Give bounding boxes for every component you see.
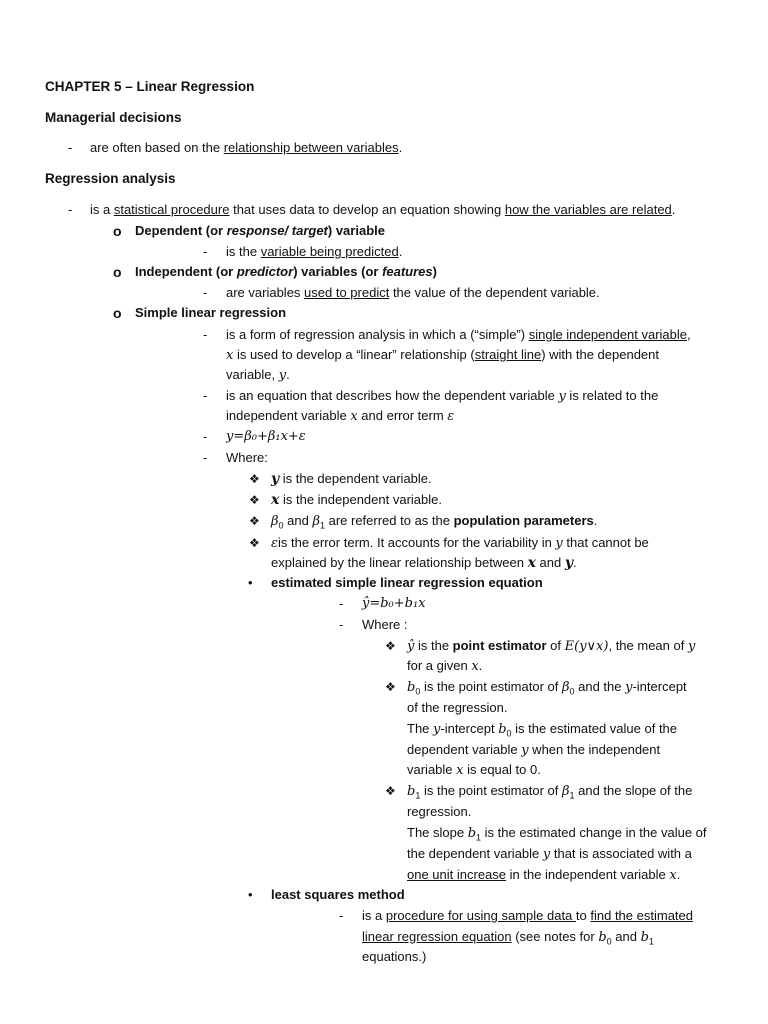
dash-marker: - — [203, 388, 208, 403]
where-item-eps-line1: εis the error term. It accounts for the variability in y that cannot be — [271, 535, 649, 551]
est-item3-line4: the dependent variable y that is associated with a — [407, 846, 692, 862]
circle-marker: o — [113, 264, 122, 280]
where-item-eps-line2: explained by the linear relationship between x and y. — [271, 555, 577, 571]
where-label: Where: — [226, 450, 268, 465]
least-squares-line1: is a procedure for using sample data to find the estimated — [362, 908, 693, 923]
dependent-label: Dependent (or response/ target) variable — [135, 223, 385, 238]
dash-marker: - — [68, 140, 73, 155]
est-item1-line2: for a given x. — [407, 658, 483, 674]
diamond-bullet-icon: ❖ — [249, 536, 260, 550]
estimated-equation: ŷ=b₀+b₁x — [362, 596, 426, 611]
est-item3-line3: The slope $b_1$ is the estimated change in the value of — [407, 825, 707, 843]
diamond-bullet-icon: ❖ — [249, 472, 260, 486]
est-item2-line3: The y-intercept $b_0$ is the estimated value of the — [407, 721, 678, 739]
diamond-bullet-icon: ❖ — [385, 784, 396, 798]
estimated-where: Where : — [362, 617, 408, 632]
where-item-y: y is the dependent variable. — [271, 471, 432, 487]
bullet-marker: • — [248, 575, 253, 590]
diamond-bullet-icon: ❖ — [249, 514, 260, 528]
dash-marker: - — [68, 202, 73, 217]
simple-desc1-line3: variable, y. — [226, 367, 290, 383]
where-item-x: x is the independent variable. — [271, 492, 442, 508]
est-item3-line5: one unit increase in the independent variable x. — [407, 867, 681, 883]
estimated-label: estimated simple linear regression equation — [271, 575, 543, 590]
dash-marker: - — [203, 327, 208, 342]
regression-item: is a statistical procedure that uses data to develop an equation showing how the variables are related. — [90, 202, 676, 217]
bullet-marker: • — [248, 887, 253, 902]
dash-marker: - — [203, 244, 208, 259]
least-squares-line3: equations.) — [362, 949, 427, 964]
est-item2-line5: variable x is equal to 0. — [407, 762, 541, 778]
est-item1-line1: ŷ is the point estimator of E(y∨x), the mean of y — [407, 638, 696, 654]
dash-marker: - — [339, 596, 344, 611]
managerial-heading: Managerial decisions — [45, 110, 182, 125]
simple-equation: y=β₀+β₁x+ε — [226, 429, 306, 444]
est-item2-line2: of the regression. — [407, 700, 508, 715]
est-item2-line4: dependent variable y when the independent — [407, 742, 661, 758]
circle-marker: o — [113, 305, 122, 321]
simple-desc2-line1: is an equation that describes how the dependent variable y is related to the — [226, 388, 659, 404]
dash-marker: - — [339, 617, 344, 632]
dash-marker: - — [203, 429, 208, 444]
independent-label: Independent (or predictor) variables (or features) — [135, 264, 437, 279]
dash-marker: - — [339, 908, 344, 923]
diamond-bullet-icon: ❖ — [249, 493, 260, 507]
dash-marker: - — [203, 450, 208, 465]
dash-marker: - — [203, 285, 208, 300]
est-item3-line1: $b_1$ is the point estimator of $\beta_1$ and the slope of the — [407, 783, 693, 801]
simple-desc1-line1: is a form of regression analysis in which a (“simple”) single independent variable, — [226, 327, 691, 342]
circle-marker: o — [113, 223, 122, 239]
independent-desc: are variables used to predict the value of the dependent variable. — [226, 285, 600, 300]
managerial-item: are often based on the relationship between variables. — [90, 140, 403, 155]
least-squares-label: least squares method — [271, 887, 405, 902]
simple-desc2-line2: independent variable x and error term ε — [226, 408, 455, 424]
simple-label: Simple linear regression — [135, 305, 287, 320]
diamond-bullet-icon: ❖ — [385, 680, 396, 694]
where-item-betas: $\beta_0$ and $\beta_1$ are referred to as the population parameters. — [271, 513, 598, 531]
page-title: CHAPTER 5 – Linear Regression — [45, 79, 255, 94]
simple-desc1-line2: x is used to develop a “linear” relationship (straight line) with the dependent — [226, 347, 659, 363]
est-item3-line2: regression. — [407, 804, 472, 819]
est-item2-line1: $b_0$ is the point estimator of $\beta_0$ and the y-intercept — [407, 679, 687, 697]
dependent-desc: is the variable being predicted. — [226, 244, 403, 259]
diamond-bullet-icon: ❖ — [385, 639, 396, 653]
least-squares-line2: linear regression equation (see notes for $b_0$ and $b_1$ — [362, 929, 654, 947]
regression-heading: Regression analysis — [45, 171, 176, 186]
